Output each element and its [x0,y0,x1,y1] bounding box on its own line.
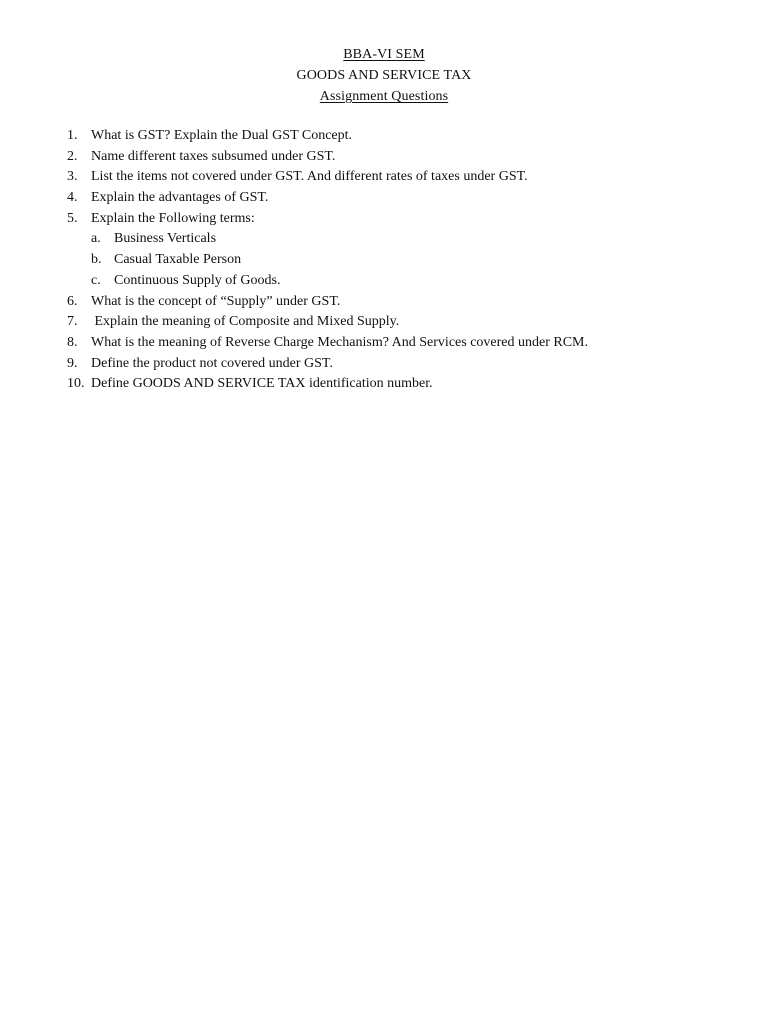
question-item [0,312,768,333]
question-number: 4. [67,190,78,206]
assignment-heading: Assignment Questions [319,89,449,104]
question-number: 5. [67,210,78,226]
sub-question-letter: b. [91,252,102,268]
question-text: What is the meaning of Reverse Charge Mechanism? And Services covered under RCM. [91,334,588,350]
question-item [0,188,768,209]
question-item [0,354,768,375]
sub-question-item [0,229,768,250]
sub-question-text: Casual Taxable Person [114,252,242,268]
question-text: What is the concept of “Supply” under GST. [91,293,341,309]
question-text: Explain the advantages of GST. [91,190,269,206]
question-text: What is GST? Explain the Dual GST Concept. [91,128,353,143]
question-number: 7. [67,314,78,330]
question-number: 8. [67,334,78,350]
sub-question-letter: a. [91,231,101,247]
question-number: 10. [67,376,85,392]
question-text: Explain the meaning of Composite and Mixed Supply. [91,314,400,330]
document-header [0,44,768,107]
question-text: List the items not covered under GST. And different rates of taxes under GST. [91,169,528,185]
semester-title: BBA-VI SEM [343,47,425,62]
question-item [0,333,768,354]
question-item [0,167,768,188]
question-number: 9. [67,355,78,371]
sub-question-item [0,271,768,292]
subject-title: GOODS AND SERVICE TAX [296,68,472,83]
question-text: Define GOODS AND SERVICE TAX identification number. [91,376,433,392]
sub-question-text: Continuous Supply of Goods. [114,272,281,288]
question-number: 3. [67,169,78,185]
question-item [0,374,768,395]
question-item [0,209,768,230]
question-text: Define the product not covered under GST. [91,355,333,371]
question-text: Explain the Following terms: [91,210,255,226]
sub-question-item [0,250,768,271]
question-number: 2. [67,148,78,164]
question-item [0,126,768,147]
question-text: Name different taxes subsumed under GST. [91,148,336,164]
question-item [0,292,768,313]
question-number: 1. [67,128,78,143]
question-item [0,147,768,168]
sub-question-letter: c. [91,272,101,288]
question-number: 6. [67,293,78,309]
question-list [0,126,768,395]
sub-question-text: Business Verticals [114,231,217,247]
